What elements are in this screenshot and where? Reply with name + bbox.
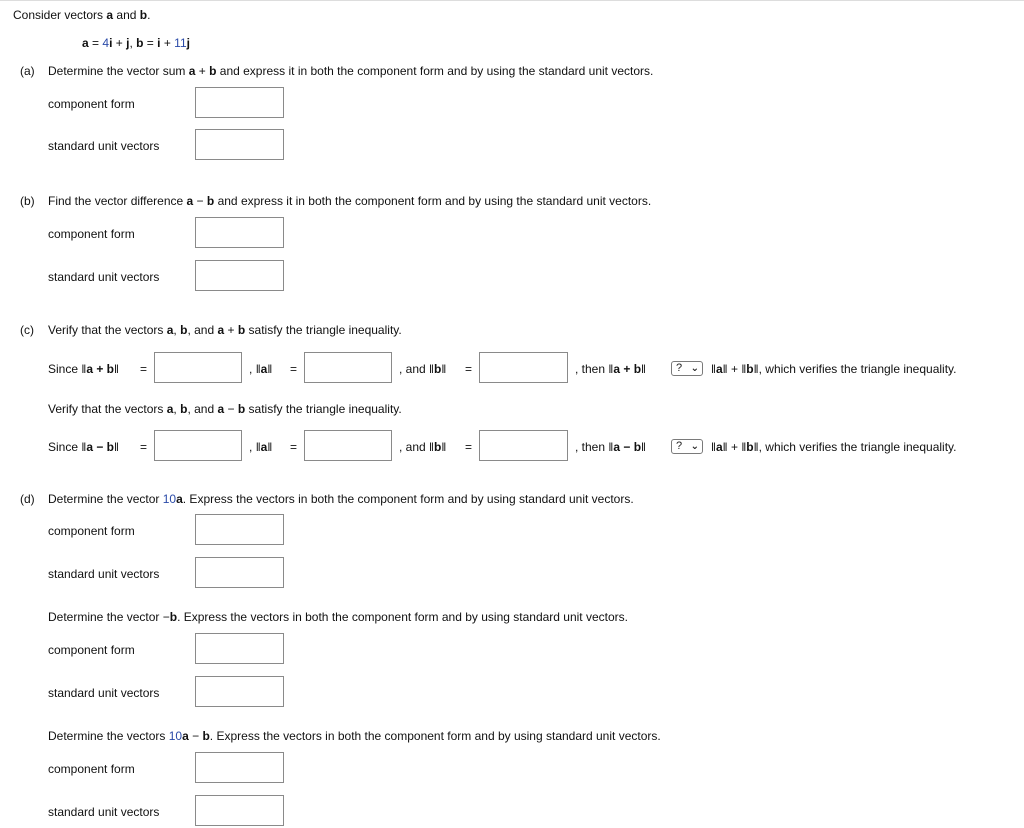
part-d-question-3: Determine the vectors 10a − b. Express the vectors in both the component form and by using standard unit vectors. — [48, 729, 661, 743]
norm-b-input-2[interactable] — [479, 430, 568, 461]
part-d1-component-label: component form — [48, 524, 135, 538]
part-b-unit-label: standard unit vectors — [48, 270, 160, 284]
norm-a-label-1: , ‖a‖ — [249, 362, 273, 376]
part-b-label: (b) — [20, 194, 35, 208]
part-d-label: (d) — [20, 492, 35, 506]
part-c-label: (c) — [20, 323, 34, 337]
norm-b-input-1[interactable] — [479, 352, 568, 383]
intro-text: Consider vectors a and b. — [13, 8, 151, 22]
part-a-unit-label: standard unit vectors — [48, 139, 160, 153]
sum-equals: = — [140, 362, 148, 376]
part-d2-unit-input[interactable] — [195, 676, 284, 707]
norm-b-equals-1: = — [465, 362, 473, 376]
norm-a-input-2[interactable] — [304, 430, 392, 461]
part-a-unit-input[interactable] — [195, 129, 284, 160]
then-diff-norm: , then ‖a − b‖ — [575, 440, 646, 454]
inequality-select-2[interactable]: ? ⌄ — [671, 439, 703, 454]
part-d2-unit-label: standard unit vectors — [48, 686, 160, 700]
norm-a-plus-norm-b-1: ‖a‖ + ‖b‖, which verifies the triangle inequality. — [711, 362, 957, 376]
norm-b-equals-2: = — [465, 440, 473, 454]
norm-a-plus-norm-b-2: ‖a‖ + ‖b‖, which verifies the triangle inequality. — [711, 440, 957, 454]
part-a-label: (a) — [20, 64, 35, 78]
part-b-component-input[interactable] — [195, 217, 284, 248]
part-a-component-label: component form — [48, 97, 135, 111]
part-b-question: Find the vector difference a − b and express it in both the component form and by using the standard unit vectors. — [48, 194, 652, 208]
part-d3-component-label: component form — [48, 762, 135, 776]
part-d3-unit-label: standard unit vectors — [48, 805, 160, 819]
norm-b-label-2: , and ‖b‖ — [399, 440, 447, 454]
diff-equals: = — [140, 440, 148, 454]
norm-sum-input[interactable] — [154, 352, 242, 383]
part-c-verify-sum: Verify that the vectors a, b, and a + b satisfy the triangle inequality. — [48, 323, 402, 337]
since-diff-norm: Since ‖a − b‖ — [48, 440, 119, 454]
part-d3-component-input[interactable] — [195, 752, 284, 783]
norm-a-equals-1: = — [290, 362, 298, 376]
chevron-down-icon: ⌄ — [690, 363, 699, 374]
part-d-question-1: Determine the vector 10a. Express the vectors in both the component form and by using standard unit vectors. — [48, 492, 634, 506]
top-divider — [0, 0, 1024, 1]
norm-diff-input[interactable] — [154, 430, 242, 461]
norm-b-label-1: , and ‖b‖ — [399, 362, 447, 376]
chevron-down-icon: ⌄ — [690, 441, 699, 452]
part-b-unit-input[interactable] — [195, 260, 284, 291]
norm-a-label-2: , ‖a‖ — [249, 440, 273, 454]
since-sum-norm: Since ‖a + b‖ — [48, 362, 119, 376]
then-sum-norm: , then ‖a + b‖ — [575, 362, 646, 376]
part-d-question-2: Determine the vector −b. Express the vectors in both the component form and by using standard unit vectors. — [48, 610, 628, 624]
part-d2-component-label: component form — [48, 643, 135, 657]
part-d3-unit-input[interactable] — [195, 795, 284, 826]
vector-definitions: a = 4i + j, b = i + 11j — [82, 36, 190, 50]
part-a-question: Determine the vector sum a + b and express it in both the component form and by using the standard unit vectors. — [48, 64, 654, 78]
part-b-component-label: component form — [48, 227, 135, 241]
part-c-verify-diff: Verify that the vectors a, b, and a − b satisfy the triangle inequality. — [48, 402, 402, 416]
part-d1-unit-input[interactable] — [195, 557, 284, 588]
norm-a-equals-2: = — [290, 440, 298, 454]
part-d1-unit-label: standard unit vectors — [48, 567, 160, 581]
part-d2-component-input[interactable] — [195, 633, 284, 664]
part-d1-component-input[interactable] — [195, 514, 284, 545]
part-a-component-input[interactable] — [195, 87, 284, 118]
norm-a-input-1[interactable] — [304, 352, 392, 383]
inequality-select-1[interactable]: ? ⌄ — [671, 361, 703, 376]
